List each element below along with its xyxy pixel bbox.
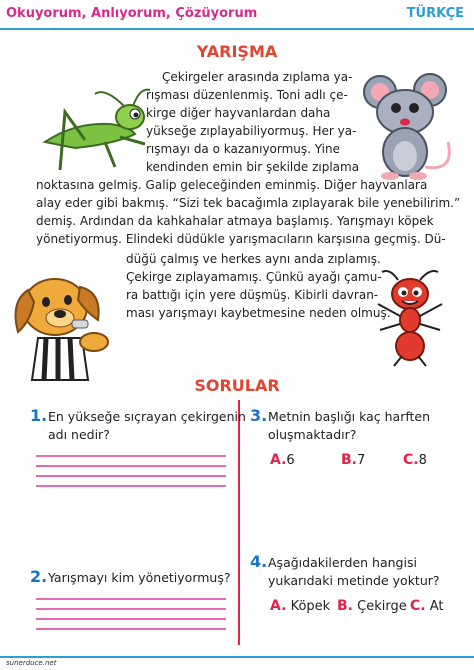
header-divider — [0, 28, 474, 30]
header-title: Okuyorum, Anlıyorum, Çözüyorum — [6, 6, 258, 21]
story-line: yönetiyormuş. Elindeki düdükle yarışmacıların karşısına geçmiş. Dü- — [36, 232, 446, 246]
story-title: YARIŞMA — [196, 42, 278, 61]
story-line: yükseğe zıplayabiliyormuş. Her ya- — [146, 124, 357, 138]
question-2-number: 2. — [30, 567, 48, 586]
question-4-option-a[interactable]: A. Köpek — [270, 598, 331, 614]
story-line: ra battığı için yere düşmüş. Kibirli davran- — [126, 288, 379, 302]
question-3-option-b[interactable]: B.7 — [341, 452, 366, 468]
story-line: Çekirge zıplayamamış. Çünkü ayağı çamu- — [126, 270, 382, 284]
answer-line — [36, 608, 226, 610]
question-1-line: adı nedir? — [48, 427, 110, 442]
question-4-line: yukarıdaki metinde yoktur? — [268, 573, 440, 588]
question-4-text — [268, 554, 440, 590]
story-line: kirge diğer hayvanlardan daha — [146, 106, 331, 120]
answer-line — [36, 475, 226, 477]
dog-referee-illustration — [10, 262, 130, 382]
question-2-text: Yarışmayı kim yönetiyormuş? — [48, 570, 231, 585]
answer-line — [36, 598, 226, 600]
question-3-option-c[interactable]: C.8 — [403, 452, 427, 468]
answer-line — [36, 628, 226, 630]
question-4-line: Aşağıdakilerden hangisi — [268, 555, 417, 570]
story-line: ması yarışmayı kaybetmesine neden olmuş. — [126, 306, 391, 320]
header-bar — [0, 0, 474, 30]
question-1-number: 1. — [30, 406, 48, 425]
question-3-text — [268, 408, 430, 444]
story-line: rışmayı da o kazanıyormuş. Yine — [146, 142, 341, 156]
story-line: alay eder gibi bakmış. “Sizi tek bacağımla zıplayarak bile yenebilirim.” — [36, 196, 461, 210]
question-3-number: 3. — [250, 406, 268, 425]
question-3-option-a[interactable]: A.6 — [270, 452, 295, 468]
question-4-number: 4. — [250, 552, 268, 571]
grasshopper-illustration — [35, 82, 155, 172]
story-line: kendinden emin bir şekilde zıplama — [146, 160, 360, 174]
story-line: noktasına gelmiş. Galip geleceğinden eminmiş. Diğer hayvanlara — [36, 178, 428, 192]
subject-label: TÜRKÇE — [406, 6, 464, 21]
questions-title: SORULAR — [194, 376, 280, 395]
footer-site-label: sunerduce.net — [6, 659, 57, 667]
story-line: düğü çalmış ve herkes aynı anda zıplamış. — [126, 252, 381, 266]
answer-line — [36, 618, 226, 620]
answer-line — [36, 485, 226, 487]
answer-line — [36, 465, 226, 467]
story-line: Çekirgeler arasında zıplama ya- — [162, 70, 353, 84]
question-4-option-b[interactable]: B. Çekirge — [337, 598, 407, 614]
story-line: demiş. Ardından da kahkahalar atmaya başlamış. Yarışmayı köpek — [36, 214, 434, 228]
question-4-option-c[interactable]: C. At — [410, 598, 444, 614]
answer-line — [36, 455, 226, 457]
footer-divider — [0, 656, 474, 658]
question-3-line: Metnin başlığı kaç harften — [268, 409, 431, 424]
story-line: rışması düzenlenmiş. Toni adlı çe- — [146, 88, 348, 102]
question-1-text — [48, 408, 246, 444]
question-1-line: En yükseğe sıçrayan çekirgenin — [48, 409, 246, 424]
mouse-illustration — [360, 72, 460, 182]
question-3-line: oluşmaktadır? — [268, 427, 357, 442]
